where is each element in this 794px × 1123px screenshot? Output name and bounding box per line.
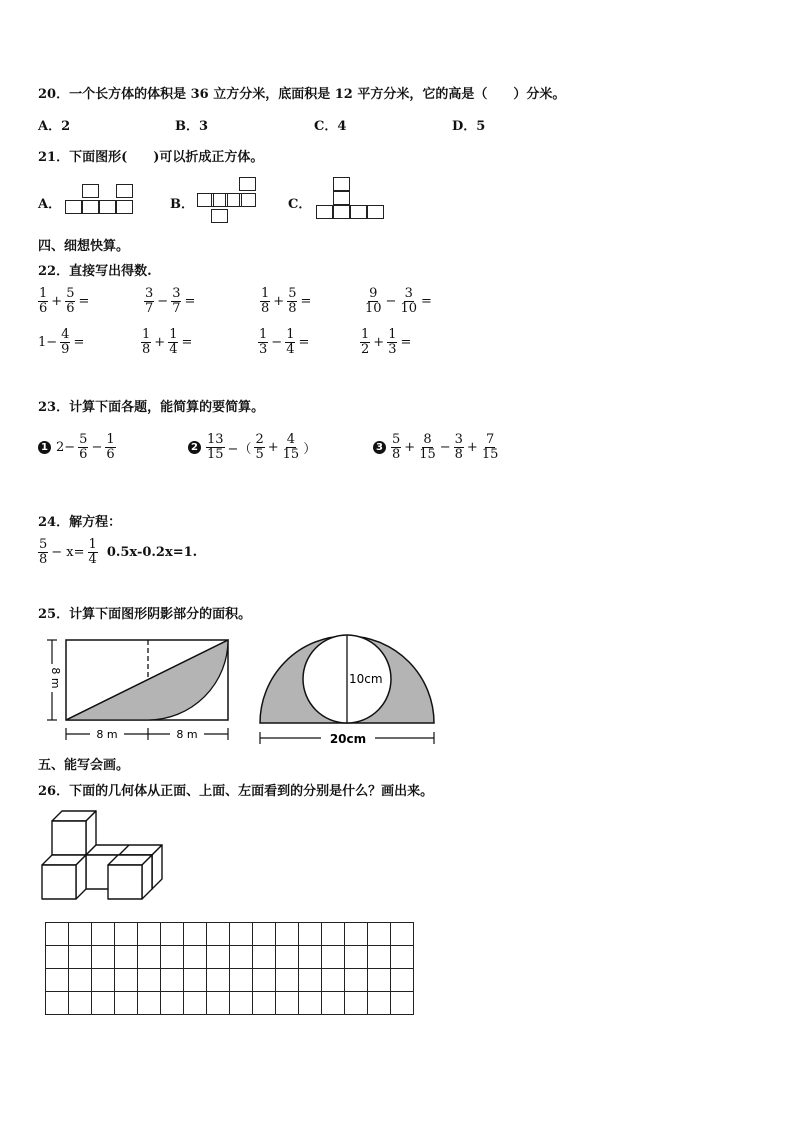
grid-cell[interactable] (230, 992, 253, 1015)
width-label-right: 8 m (176, 728, 198, 741)
width-label: 20cm (329, 732, 367, 745)
question-26: 26．下面的几何体从正面、上面、左面看到的分别是什么？画出来。 (38, 784, 434, 799)
grid-cell[interactable] (322, 946, 345, 969)
grid-cell[interactable] (322, 923, 345, 946)
circled-number-3-icon: 3 (373, 441, 386, 454)
grid-cell[interactable] (46, 946, 69, 969)
grid-cell[interactable] (299, 992, 322, 1015)
grid-cell[interactable] (46, 969, 69, 992)
grid-cell[interactable] (253, 992, 276, 1015)
grid-cell[interactable] (69, 946, 92, 969)
grid-cell[interactable] (368, 946, 391, 969)
grid-cell[interactable] (184, 946, 207, 969)
grid-cell[interactable] (391, 923, 414, 946)
q21-option-c-label[interactable]: C． (288, 197, 312, 212)
q22-item-1: $\frac{1}{6}$ + $\frac{5}{6}$ = (39, 286, 90, 316)
grid-cell[interactable] (345, 923, 368, 946)
q22-item-4: $\frac{9}{10}$ − $\frac{3}{10}$ = (365, 286, 432, 316)
grid-cell[interactable] (92, 946, 115, 969)
cube-stack-figure (38, 805, 168, 905)
grid-row (46, 923, 414, 946)
grid-cell[interactable] (207, 946, 230, 969)
q22-item-2: $\frac{3}{7}$ − $\frac{3}{7}$ = (145, 286, 196, 316)
grid-cell[interactable] (253, 923, 276, 946)
grid-cell[interactable] (115, 946, 138, 969)
grid-cell[interactable] (322, 992, 345, 1015)
q21-option-a-label[interactable]: A． (38, 197, 62, 212)
grid-row (46, 969, 414, 992)
grid-cell[interactable] (184, 969, 207, 992)
grid-cell[interactable] (161, 946, 184, 969)
q20-option-d[interactable]: D．5 (452, 119, 486, 134)
grid-row (46, 946, 414, 969)
section-4-heading: 四、细想快算。 (38, 239, 130, 254)
q20-option-a[interactable]: A．2 (38, 119, 71, 134)
grid-cell[interactable] (345, 946, 368, 969)
q22-item-6: $\frac{1}{8}$ + $\frac{1}{4}$ = (142, 327, 193, 357)
question-22: 22．直接写出得数. (38, 264, 152, 279)
grid-cell[interactable] (230, 923, 253, 946)
grid-cell[interactable] (115, 992, 138, 1015)
q23-problem-3: 3 $\frac{5}{8}$ + $\frac{8}{15}$ − $\frac{3}{8}$ + $\frac{7}{15}$ (373, 433, 499, 462)
grid-cell[interactable] (230, 969, 253, 992)
grid-cell[interactable] (161, 923, 184, 946)
grid-cell[interactable] (391, 969, 414, 992)
grid-cell[interactable] (345, 969, 368, 992)
q21-option-b-label[interactable]: B． (170, 197, 194, 212)
grid-cell[interactable] (368, 923, 391, 946)
grid-cell[interactable] (138, 923, 161, 946)
question-25: 25．计算下面图形阴影部分的面积。 (38, 607, 252, 622)
grid-cell[interactable] (391, 946, 414, 969)
grid-cell[interactable] (391, 992, 414, 1015)
circled-number-2-icon: 2 (188, 441, 201, 454)
q22-item-8: $\frac{1}{2}$ + $\frac{1}{3}$ = (361, 327, 412, 357)
drawing-grid[interactable] (45, 922, 414, 1015)
diameter-label: 10cm (349, 672, 383, 686)
grid-cell[interactable] (207, 923, 230, 946)
question-24: 24．解方程： (38, 515, 122, 530)
grid-cell[interactable] (69, 923, 92, 946)
cube-net-a (65, 184, 140, 218)
grid-cell[interactable] (184, 992, 207, 1015)
q22-item-3: $\frac{1}{8}$ + $\frac{5}{8}$ = (261, 286, 312, 316)
grid-cell[interactable] (92, 992, 115, 1015)
grid-cell[interactable] (253, 969, 276, 992)
section-5-heading: 五、能写会画。 (38, 758, 130, 773)
grid-cell[interactable] (138, 969, 161, 992)
grid-cell[interactable] (299, 969, 322, 992)
grid-cell[interactable] (207, 992, 230, 1015)
grid-cell[interactable] (207, 969, 230, 992)
grid-row (46, 992, 414, 1015)
grid-cell[interactable] (322, 969, 345, 992)
q24-equations: $\frac{5}{8}$ − x= $\frac{1}{4}$ 0.5x-0.2x=1. (39, 537, 198, 567)
grid-cell[interactable] (368, 969, 391, 992)
grid-cell[interactable] (69, 969, 92, 992)
circled-number-1-icon: 1 (38, 441, 51, 454)
grid-cell[interactable] (299, 923, 322, 946)
question-23: 23．计算下面各题，能简算的要简算。 (38, 400, 265, 415)
grid-cell[interactable] (46, 992, 69, 1015)
grid-cell[interactable] (276, 969, 299, 992)
cube-net-b (197, 177, 259, 227)
grid-cell[interactable] (69, 992, 92, 1015)
figure-rectangle-shaded (38, 630, 238, 745)
grid-cell[interactable] (161, 992, 184, 1015)
grid-cell[interactable] (138, 992, 161, 1015)
q20-option-c[interactable]: C．4 (314, 119, 347, 134)
grid-cell[interactable] (230, 946, 253, 969)
q22-item-7: $\frac{1}{3}$ − $\frac{1}{4}$ = (259, 327, 310, 357)
grid-cell[interactable] (115, 969, 138, 992)
grid-cell[interactable] (92, 969, 115, 992)
grid-cell[interactable] (138, 946, 161, 969)
grid-cell[interactable] (299, 946, 322, 969)
width-label-left: 8 m (96, 728, 118, 741)
grid-cell[interactable] (161, 969, 184, 992)
q20-option-b[interactable]: B．3 (175, 119, 209, 134)
grid-cell[interactable] (184, 923, 207, 946)
question-21: 21．下面图形( )可以折成正方体。 (38, 150, 264, 165)
grid-cell[interactable] (276, 946, 299, 969)
grid-cell[interactable] (345, 992, 368, 1015)
grid-cell[interactable] (276, 923, 299, 946)
q23-problem-1: 1 2− $\frac{5}{6}$ − $\frac{1}{6}$ (38, 433, 116, 462)
cube-net-c (316, 177, 388, 221)
q23-problem-2: 2 $\frac{13}{15}$ −（ $\frac{2}{5}$ + $\frac{4}{15}$ ） (188, 433, 316, 462)
figure-semicircle-shaded (255, 630, 440, 745)
q22-item-5: 1− $\frac{4}{9}$ = (38, 327, 85, 357)
grid-cell[interactable] (276, 992, 299, 1015)
grid-cell[interactable] (92, 923, 115, 946)
grid-cell[interactable] (115, 923, 138, 946)
grid-cell[interactable] (253, 946, 276, 969)
height-label: 8 m (49, 667, 62, 689)
grid-table[interactable] (45, 922, 414, 1015)
grid-cell[interactable] (46, 923, 69, 946)
question-20: 20．一个长方体的体积是 36 立方分米，底面积是 12 平方分米，它的高是（ ）分米。 (38, 87, 566, 102)
grid-cell[interactable] (368, 992, 391, 1015)
